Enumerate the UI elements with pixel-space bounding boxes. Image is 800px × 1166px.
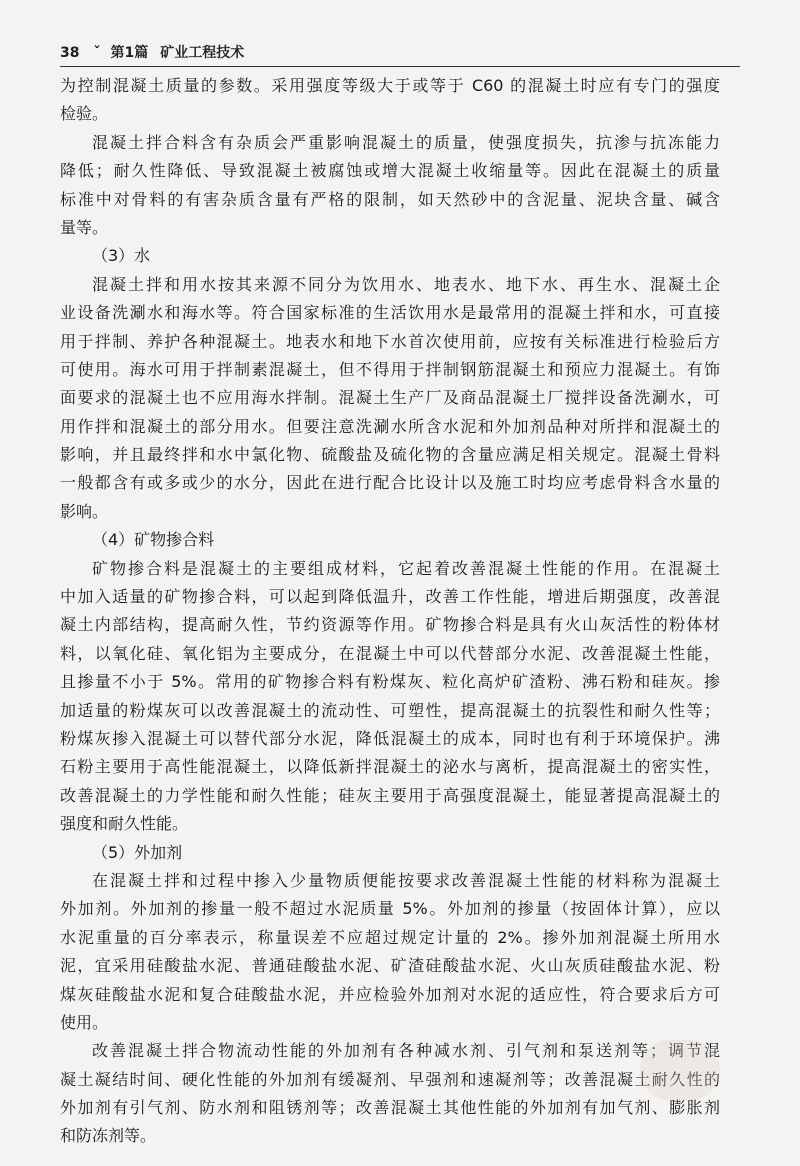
chapter-label: 第1篇 <box>110 45 149 61</box>
text-line: 泥，宜采用硅酸盐水泥、普通硅酸盐水泥、矿渣硅酸盐水泥、火山灰质硅酸盐水泥、粉 <box>60 956 720 976</box>
text-line: 影响。 <box>60 501 109 521</box>
text-line: 为控制混凝土质量的参数。采用强度等级大于或等于 C60 的混凝土时应有专门的强度 <box>60 76 720 95</box>
text-line: 改善混凝土的力学性能和耐久性能；硅灰主要用于高强度混凝土，能显著提高混凝土的 <box>60 785 720 805</box>
header-rule <box>60 66 740 67</box>
text-line: 一般都含有或多或少的水分，因此在进行配合比设计以及施工时均应考虑骨料含水量的 <box>60 473 720 493</box>
text-line: 矿物掺合料是混凝土的主要组成材料，它起着改善混凝土性能的作用。在混凝土 <box>92 558 720 578</box>
text-line: 石粉主要用于高性能混凝土，以降低新拌混凝土的泌水与离析，提高混凝土的密实性， <box>60 757 720 777</box>
text-line: 混凝土拌和用水按其来源不同分为饮用水、地表水、地下水、再生水、混凝土企 <box>92 274 720 294</box>
section-heading: （3）水 <box>92 246 151 266</box>
text-line: 用作拌和混凝土的部分用水。但要注意洗涮水所含水泥和外加剂品种对所拌和混凝土的 <box>60 416 720 436</box>
text-line: 量等。 <box>60 217 109 237</box>
text-line: 料，以氧化硅、氧化铝为主要成分，在混凝土中可以代替部分水泥、改善混凝土性能， <box>60 643 720 663</box>
text-line: 和防冻剂等。 <box>60 1126 157 1146</box>
header-separator: ˇ <box>93 45 101 61</box>
text-line: 业设备洗涮水和海水等。符合国家标准的生活饮用水是最常用的混凝土拌和水，可直接 <box>60 303 720 323</box>
book-title: 矿业工程技术 <box>160 45 245 61</box>
text-line: 外加剂有引气剂、防水剂和阻锈剂等；改善混凝土其他性能的外加剂有加气剂、膨胀剂 <box>60 1098 720 1118</box>
text-line: 面要求的混凝土也不应用海水拌制。混凝土生产厂及商品混凝土厂搅拌设备洗涮水，可 <box>60 388 720 408</box>
text-line: 检验。 <box>60 104 109 124</box>
text-line: 在混凝土拌和过程中掺入少量物质便能按要求改善混凝土性能的材料称为混凝土 <box>92 870 720 890</box>
text-line: 降低；耐久性降低、导致混凝土被腐蚀或增大混凝土收缩量等。因此在混凝土的质量 <box>60 161 720 181</box>
page-number: 38 <box>60 45 80 61</box>
text-line: 粉煤灰掺入混凝土可以替代部分水泥，降低混凝土的成本，同时也有利于环境保护。沸 <box>60 728 720 748</box>
text-line: 用于拌制、养护各种混凝土。地表水和地下水首次使用前，应按有关标准进行检验后方 <box>60 331 720 351</box>
text-line: 加适量的粉煤灰可以改善混凝土的流动性、可塑性，提高混凝土的抗裂性和耐久性等； <box>60 700 720 720</box>
text-line: 中加入适量的矿物掺合料，可以起到降低温升，改善工作性能，增进后期强度，改善混 <box>60 587 720 607</box>
text-line: 标准中对骨料的有害杂质含量有严格的限制，如天然砂中的含泥量、泥块含量、碱含 <box>60 189 720 209</box>
text-line: 凝土凝结时间、硬化性能的外加剂有缓凝剂、早强剂和速凝剂等；改善混凝土耐久性的 <box>60 1069 720 1089</box>
text-line: 可使用。海水可用于拌制素混凝土，但不得用于拌制钢筋混凝土和预应力混凝土。有饰 <box>60 359 720 379</box>
text-line: 使用。 <box>60 1012 109 1032</box>
page-body <box>60 72 720 1151</box>
text-line: 水泥重量的百分率表示，称量误差不应超过规定计量的 2%。掺外加剂混凝土所用水 <box>60 927 720 947</box>
text-line: 混凝土拌合料含有杂质会严重影响混凝土的质量，使强度损失，抗渗与抗冻能力 <box>92 132 720 152</box>
paper-stain <box>640 1040 720 1100</box>
text-line: 凝土内部结构，提高耐久性，节约资源等作用。矿物掺合料是具有火山灰活性的粉体材 <box>60 615 720 635</box>
text-line: 煤灰硅酸盐水泥和复合硅酸盐水泥，并应检验外加剂对水泥的适应性，符合要求后方可 <box>60 984 720 1004</box>
section-heading: （5）外加剂 <box>92 842 183 862</box>
text-line: 影响，并且最终拌和水中氯化物、硫酸盐及硫化物的含量应满足相关规定。混凝土骨料 <box>60 445 720 465</box>
text-line: 改善混凝土拌合物流动性能的外加剂有各种减水剂、引气剂和泵送剂等；调节混 <box>92 1041 720 1061</box>
text-line: 且掺量不小于 5%。常用的矿物掺合料有粉煤灰、粒化高炉矿渣粉、沸石粉和硅灰。掺 <box>60 672 720 692</box>
text-line: 外加剂。外加剂的掺量一般不超过水泥质量 5%。外加剂的掺量（按固体计算），应以 <box>60 899 720 919</box>
text-line: 强度和耐久性能。 <box>60 814 189 834</box>
running-header <box>60 42 740 62</box>
section-heading: （4）矿物掺合料 <box>92 530 215 550</box>
